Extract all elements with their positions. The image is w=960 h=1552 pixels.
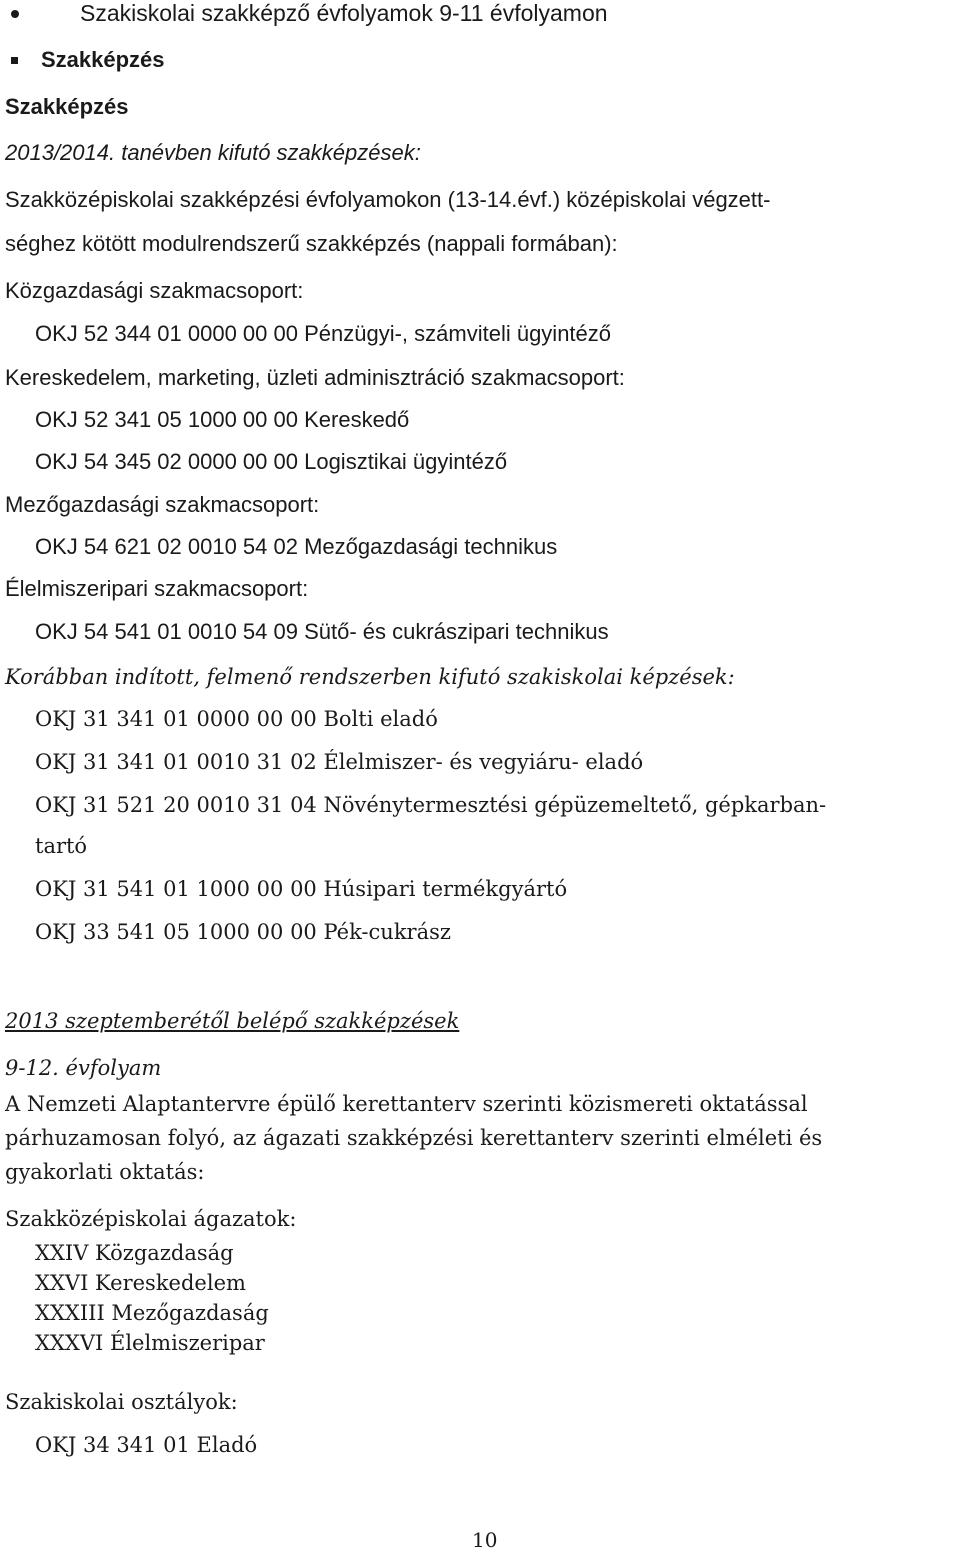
group-label: Élelmiszeripari szakmacsoport: [5,576,309,601]
paragraph-line: A Nemzeti Alaptantervre épülő kerettanterv szerinti közismereti oktatással [5,1092,808,1116]
agazat-item: XXIV Közgazdaság [35,1241,234,1265]
evfolyam-label: 9-12. évfolyam [5,1056,162,1080]
group-label: Mezőgazdasági szakmacsoport: [5,492,320,517]
okj-item: OKJ 31 541 01 1000 00 00 Húsipari termékgyártó [35,877,568,901]
section-heading: Szakképzés [5,94,129,119]
paragraph-line: Szakközépiskolai szakképzési évfolyamokon (13-14.évf.) középiskolai végzett- [5,187,771,212]
paragraph-line: gyakorlati oktatás: [5,1160,205,1184]
subheading-2013-14: 2013/2014. tanévben kifutó szakképzések: [5,140,421,165]
korabban-heading: Korábban indított, felmenő rendszerben kifutó szakiskolai képzések: [5,665,735,689]
okj-item: OKJ 33 541 05 1000 00 00 Pék-cukrász [35,920,451,944]
paragraph-line: párhuzamosan folyó, az ágazati szakképzési kerettanterv szerinti elméleti és [5,1126,823,1150]
bullet-square [11,57,18,64]
okj-item: OKJ 31 341 01 0000 00 00 Bolti eladó [35,707,438,731]
belepo-heading: 2013 szeptemberétől belépő szakképzések [5,1009,460,1033]
agazat-item: XXXVI Élelmiszeripar [35,1331,265,1355]
okj-item: OKJ 31 341 01 0010 31 02 Élelmiszer- és vegyiáru- eladó [35,750,644,774]
page-number: 10 [472,1528,498,1552]
szakiskolai-label: Szakiskolai osztályok: [5,1390,238,1414]
okj-item: OKJ 52 341 05 1000 00 00 Kereskedő [35,407,410,432]
okj-item: OKJ 31 521 20 0010 31 04 Növénytermesztési gépüzemeltető, gépkarban- [35,793,827,817]
group-label: Közgazdasági szakmacsoport: [5,278,304,303]
okj-item: OKJ 54 541 01 0010 54 09 Sütő- és cukrászipari technikus [35,619,609,644]
agazat-item: XXXIII Mezőgazdaság [35,1301,269,1325]
okj-item: OKJ 54 345 02 0000 00 00 Logisztikai ügyintéző [35,449,508,474]
group-label: Kereskedelem, marketing, üzleti adminisztráció szakmacsoport: [5,365,625,390]
bullet-dot [11,10,19,18]
okj-item: OKJ 52 344 01 0000 00 00 Pénzügyi-, számviteli ügyintéző [35,321,612,346]
bullet-item: Szakiskolai szakképző évfolyamok 9-11 évfolyamon [80,0,608,26]
okj-item-continuation: tartó [35,834,88,858]
okj-item: OKJ 34 341 01 Eladó [35,1433,258,1457]
agazatok-label: Szakközépiskolai ágazatok: [5,1207,297,1231]
paragraph-line: séghez kötött modulrendszerű szakképzés (nappali formában): [5,231,618,256]
agazat-item: XXVI Kereskedelem [35,1271,246,1295]
bullet-item: Szakképzés [41,47,165,72]
okj-item: OKJ 54 621 02 0010 54 02 Mezőgazdasági technikus [35,534,558,559]
